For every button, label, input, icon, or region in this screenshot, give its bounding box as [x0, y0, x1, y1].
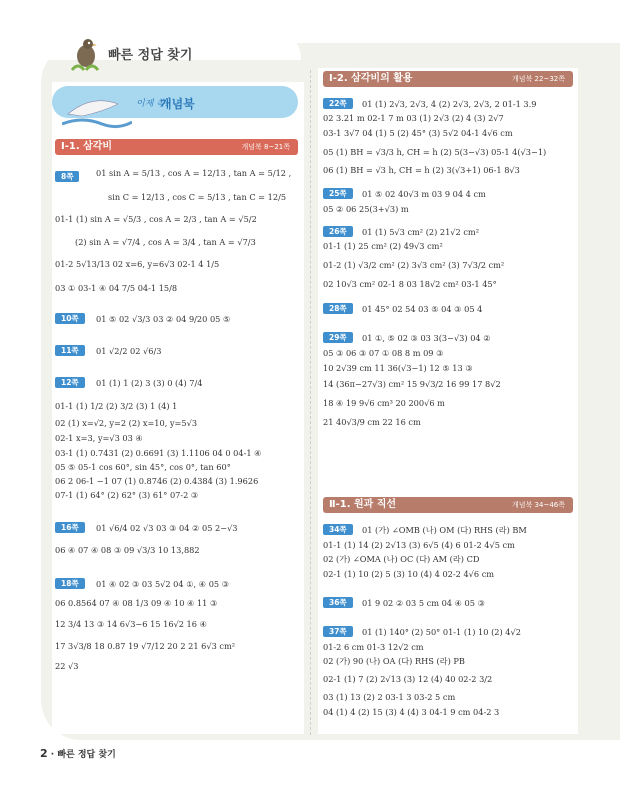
page-badge: 22쪽 [323, 98, 353, 109]
answer-line: 05 ⑤ 05-1 cos 60°, sin 45°, cos 0°, tan 60° [55, 462, 231, 472]
bird-icon [68, 34, 104, 74]
answer-line: 01 ⑤ 02 √3/3 03 ② 04 9/20 05 ⑤ [96, 314, 231, 324]
page-header-title: 빠른 정답 찾기 [108, 48, 193, 63]
answer-line: sin C = 12/13 , cos C = 5/13 , tan C = 12/5 [108, 192, 287, 202]
footer-text: 빠른 정답 찾기 [57, 750, 116, 760]
answer-line: 22 √3 [55, 661, 79, 671]
answer-line: 12 3/4 13 ③ 14 6√3−6 15 16√2 16 ④ [55, 619, 207, 629]
answer-line: 07-1 (1) 64° (2) 62° (3) 61° 07-2 ③ [55, 490, 199, 500]
answer-line: 01 ⑤ 02 40√3 m 03 9 04 4 cm [362, 189, 486, 199]
answer-line: 02-1 x=3, y=√3 03 ④ [55, 433, 143, 443]
answer-line: 01 (1) 1 (2) 3 (3) 0 (4) 7/4 [96, 378, 203, 388]
answer-line: 01 (1) 2√3, 2√3, 4 (2) 2√3, 2√3, 2 01-1 3.9 [362, 99, 537, 109]
answer-line: 14 (36π−27√3) cm² 15 9√3/2 16 99 17 8√2 [323, 379, 501, 389]
answer-line: 01-1 (1) sin A = √5/3 , cos A = 2/3 , tan A = √5/2 [55, 214, 257, 224]
answer-line: 01 9 02 ② 03 5 cm 04 ④ 05 ③ [362, 598, 485, 608]
answer-line: 01-1 (1) 1/2 (2) 3/2 (3) 1 (4) 1 [55, 401, 178, 411]
answer-line: 02-1 (1) 10 (2) 5 (3) 10 (4) 4 02-2 4√6 cm [323, 569, 495, 579]
answer-line: (2) sin A = √7/4 , cos A = 3/4 , tan A = √7/3 [75, 237, 256, 247]
bird-flying-icon [62, 84, 132, 130]
section-header-2: Ⅰ-2. 삼각비의 활용 개념북 22~32쪽 [323, 71, 573, 87]
answer-line: 01-1 (1) 14 (2) 2√13 (3) 6√5 (4) 6 01-2 4√5 cm [323, 540, 515, 550]
answer-line: 01 √6/4 02 √3 03 ③ 04 ② 05 2−√3 [96, 523, 238, 533]
answer-line: 04 (1) 4 (2) 15 (3) 4 (4) 3 04-1 9 cm 04-2 3 [323, 707, 500, 717]
answer-line: 01 (1) 140° (2) 50° 01-1 (1) 10 (2) 4√2 [362, 627, 521, 637]
answer-line: 02 3.21 m 02-1 7 m 03 (1) 2√3 (2) 4 (3) 2√7 [323, 113, 504, 123]
section-header-3: Ⅱ-1. 원과 직선 개념북 34~46쪽 [323, 497, 573, 513]
answer-line: 03-1 3√7 04 (1) 5 (2) 45° (3) 5√2 04-1 4√6 cm [323, 128, 513, 138]
answer-line: 02 10√3 cm² 02-1 8 03 18√2 cm² 03-1 45° [323, 279, 497, 289]
answer-line: 06 0.8564 07 ④ 08 1/3 09 ④ 10 ④ 11 ③ [55, 598, 218, 608]
answer-line: 01 ④ 02 ③ 03 5√2 04 ①, ④ 05 ③ [96, 579, 230, 589]
answer-line: 03 ① 03-1 ④ 04 7/5 04-1 15/8 [55, 283, 178, 293]
answer-line: 05 ③ 06 ③ 07 ① 08 8 m 09 ③ [323, 348, 444, 358]
page-badge: 26쪽 [323, 226, 353, 237]
answer-line: 06 2 06-1 −1 07 (1) 0.8746 (2) 0.4384 (3) 1.9626 [55, 476, 259, 486]
page-badge: 34쪽 [323, 524, 353, 535]
answer-line: 21 40√3/9 cm 22 16 cm [323, 417, 421, 427]
answer-line: 01 ①, ⑤ 02 ③ 03 3(3−√3) 04 ② [362, 333, 491, 343]
page-badge: 12쪽 [55, 377, 85, 388]
page-number: 2 [40, 747, 48, 760]
page-badge: 10쪽 [55, 313, 85, 324]
answer-line: 03-1 (1) 0.7431 (2) 0.6691 (3) 1.1106 04 0 04-1 ④ [55, 448, 262, 458]
answer-line: 01 (가) ∠OMB (나) OM (다) RHS (라) BM [362, 525, 527, 535]
page-badge: 28쪽 [323, 303, 353, 314]
answer-line: 05 (1) BH = √3/3 h, CH = h (2) 5(3−√3) 05-1 4(√3−1) [323, 147, 547, 157]
answer-line: 01-2 (1) √3/2 cm² (2) 3√3 cm² (3) 7√3/2 cm² [323, 260, 505, 270]
answer-line: 01 sin A = 5/13 , cos A = 12/13 , tan A = 5/12 , [96, 168, 292, 178]
page-badge: 25쪽 [323, 188, 353, 199]
answer-line: 10 2√39 cm 11 36(√3−1) 12 ⑤ 13 ③ [323, 363, 473, 373]
answer-line: 01-1 (1) 25 cm² (2) 49√3 cm² [323, 241, 443, 251]
answer-line: 01-2 6 cm 01-3 12√2 cm [323, 642, 424, 652]
answer-line: 02 (1) x=√2, y=2 (2) x=10, y=5√3 [55, 418, 198, 428]
answer-line: 01 45° 02 54 03 ⑤ 04 ③ 05 4 [362, 304, 483, 314]
page-badge: 8쪽 [55, 171, 79, 182]
answer-line: 06 ④ 07 ④ 08 ③ 09 √3/3 10 13,882 [55, 545, 200, 555]
answer-line: 01 √2/2 02 √6/3 [96, 346, 162, 356]
page-badge: 18쪽 [55, 578, 85, 589]
answer-line: 06 (1) BH = √3 h, CH = h (2) 3(√3+1) 06-1 8√3 [323, 165, 520, 175]
answer-line: 05 ② 06 25(3+√3) m [323, 204, 409, 214]
answer-line: 17 3√3/8 18 0.87 19 √7/12 20 2 21 6√3 cm² [55, 641, 236, 651]
page-badge: 11쪽 [55, 345, 85, 356]
answer-line: 01 (1) 5√3 cm² (2) 21√2 cm² [362, 227, 479, 237]
answer-line: 03 (1) 13 (2) 2 03-1 3 03-2 5 cm [323, 692, 456, 702]
page-badge: 36쪽 [323, 597, 353, 608]
answer-line: 01-2 5√13/13 02 x=6, y=6√3 02-1 4 1/5 [55, 259, 220, 269]
banner-subtitle: 이제 쏙! [136, 99, 169, 109]
column-divider [310, 70, 311, 735]
answer-line: 02 (가) 90 (나) OA (다) RHS (라) PB [323, 656, 465, 666]
answer-line: 02 (가) ∠OMA (나) OC (다) AM (라) CD [323, 554, 480, 564]
banner-title: 개념북 [160, 97, 195, 111]
page-badge: 29쪽 [323, 332, 353, 343]
page-badge: 37쪽 [323, 626, 353, 637]
page-footer: 2 · 빠른 정답 찾기 [40, 747, 116, 760]
answer-line: 02-1 (1) 7 (2) 2√13 (3) 12 (4) 40 02-2 3/2 [323, 674, 493, 684]
section-header-1: Ⅰ-1. 삼각비 개념북 8~21쪽 [55, 139, 298, 155]
answer-line: 18 ④ 19 9√6 cm³ 20 200√6 m [323, 398, 445, 408]
page-badge: 16쪽 [55, 522, 85, 533]
